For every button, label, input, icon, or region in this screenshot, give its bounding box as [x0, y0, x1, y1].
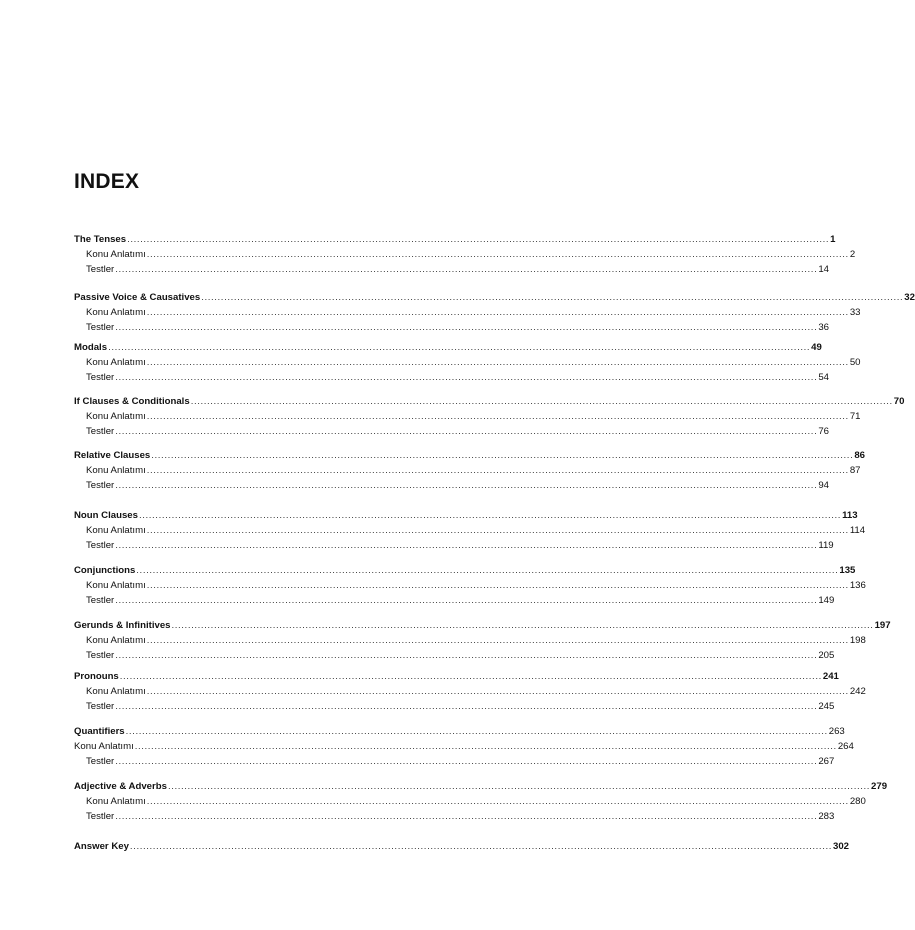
toc-entry-page: 113 [842, 510, 858, 521]
toc-entry-title: Pronouns [74, 671, 119, 682]
dot-leader: ....................................................................................................................................................................................................................... [115, 426, 818, 437]
page-title: INDEX [74, 170, 140, 193]
dot-leader: ....................................................................................................................................................................................................................... [108, 342, 811, 353]
toc-subentry-label: Konu Anlatımı [86, 525, 146, 536]
toc-subentry-page: 36 [818, 322, 830, 333]
toc-subentry-page: 14 [818, 264, 830, 275]
toc-subentry[interactable] [86, 356, 861, 370]
dot-leader: ....................................................................................................................................................................................................................... [167, 781, 871, 792]
dot-leader: ....................................................................................................................................................................................................................... [125, 726, 828, 737]
toc-subentry-label: Testler [86, 701, 115, 712]
toc-subentry-label: Konu Anlatımı [86, 249, 146, 260]
toc-subentry[interactable] [86, 755, 835, 769]
toc-entry-page: 135 [839, 565, 856, 576]
toc-subentry-label: Testler [86, 372, 115, 383]
toc-subentry-label: Testler [86, 264, 115, 275]
toc-entry-page: 197 [874, 620, 891, 631]
dot-leader: ....................................................................................................................................................................................................................... [134, 741, 837, 752]
toc-entry-title: Gerunds & Infinitives [74, 620, 171, 631]
toc-entry[interactable] [74, 291, 915, 305]
toc-entry-title: Adjective & Adverbs [74, 781, 167, 792]
toc-entry-page: 279 [871, 781, 888, 792]
toc-subentry[interactable] [86, 795, 866, 809]
toc-entry[interactable] [74, 509, 858, 523]
toc-subentry-page: 245 [818, 701, 835, 712]
toc-subentry[interactable] [86, 810, 835, 824]
toc-entry-title: If Clauses & Conditionals [74, 396, 190, 407]
toc-entry-page: 32 [904, 292, 915, 303]
toc-subentry-page: 283 [818, 811, 835, 822]
dot-leader: ....................................................................................................................................................................................................................... [115, 756, 818, 767]
dot-leader: ....................................................................................................................................................................................................................... [115, 264, 818, 275]
toc-subentry[interactable] [86, 649, 835, 663]
dot-leader: ....................................................................................................................................................................................................................... [151, 450, 854, 461]
toc-subentry-page: 87 [849, 465, 861, 476]
dot-leader: ....................................................................................................................................................................................................................... [146, 411, 849, 422]
dot-leader: ....................................................................................................................................................................................................................... [115, 811, 818, 822]
toc-entry-page: 263 [828, 726, 845, 737]
toc-entry[interactable] [74, 341, 822, 355]
dot-leader: ....................................................................................................................................................................................................................... [146, 635, 849, 646]
dot-leader: ....................................................................................................................................................................................................................... [136, 565, 839, 576]
toc-subentry-page: 149 [818, 595, 835, 606]
toc-subentry[interactable] [86, 371, 830, 385]
toc-subentry-label: Testler [86, 650, 115, 661]
dot-leader: ....................................................................................................................................................................................................................... [146, 525, 849, 536]
toc-subentry-label: Testler [86, 426, 115, 437]
toc-entry-title: Quantifiers [74, 726, 125, 737]
toc-subentry-page: 119 [818, 540, 834, 551]
toc-entry[interactable] [74, 395, 905, 409]
toc-entry[interactable] [74, 619, 891, 633]
dot-leader: ....................................................................................................................................................................................................................... [115, 595, 818, 606]
toc-subentry-page: 94 [818, 480, 830, 491]
dot-leader: ....................................................................................................................................................................................................................... [115, 701, 818, 712]
dot-leader: ....................................................................................................................................................................................................................... [146, 796, 849, 807]
toc-subentry[interactable] [86, 248, 856, 262]
toc-subentry[interactable] [86, 539, 834, 553]
toc-subentry[interactable] [86, 263, 830, 277]
dot-leader: ....................................................................................................................................................................................................................... [115, 480, 818, 491]
toc-subentry-label: Konu Anlatımı [86, 580, 146, 591]
toc-subentry-label: Testler [86, 540, 115, 551]
toc-entry-page: 70 [893, 396, 905, 407]
toc-subentry-label: Konu Anlatımı [86, 686, 146, 697]
toc-subentry[interactable] [74, 740, 854, 754]
toc-subentry[interactable] [86, 685, 866, 699]
dot-leader: ....................................................................................................................................................................................................................... [138, 510, 842, 521]
toc-subentry-page: 136 [849, 580, 866, 591]
toc-subentry-page: 280 [849, 796, 866, 807]
toc-entry-page: 1 [830, 234, 836, 245]
toc-entry[interactable] [74, 233, 836, 247]
toc-subentry-label: Konu Anlatımı [86, 357, 146, 368]
toc-entry-title: Relative Clauses [74, 450, 151, 461]
toc-subentry-page: 33 [849, 307, 861, 318]
dot-leader: ....................................................................................................................................................................................................................... [146, 357, 849, 368]
toc-subentry[interactable] [86, 306, 861, 320]
toc-subentry-page: 198 [849, 635, 866, 646]
dot-leader: ....................................................................................................................................................................................................................... [115, 372, 818, 383]
toc-subentry[interactable] [86, 321, 830, 335]
toc-subentry[interactable] [86, 410, 861, 424]
toc-subentry[interactable] [86, 700, 835, 714]
dot-leader: ....................................................................................................................................................................................................................... [146, 249, 849, 260]
toc-entry-title: Passive Voice & Causatives [74, 292, 201, 303]
dot-leader: ....................................................................................................................................................................................................................... [146, 307, 849, 318]
toc-subentry-page: 267 [818, 756, 835, 767]
toc-subentry[interactable] [86, 464, 861, 478]
toc-entry[interactable] [74, 780, 888, 794]
dot-leader: ....................................................................................................................................................................................................................... [129, 841, 832, 852]
dot-leader: ....................................................................................................................................................................................................................... [201, 292, 904, 303]
dot-leader: ....................................................................................................................................................................................................................... [115, 650, 818, 661]
toc-subentry-page: 242 [849, 686, 866, 697]
toc-subentry-label: Konu Anlatımı [86, 796, 146, 807]
toc-subentry-page: 264 [837, 741, 854, 752]
toc-subentry-label: Testler [86, 811, 115, 822]
toc-subentry-label: Konu Anlatımı [86, 465, 146, 476]
toc-subentry-label: Testler [86, 595, 115, 606]
toc-entry[interactable] [74, 725, 845, 739]
dot-leader: ....................................................................................................................................................................................................................... [171, 620, 874, 631]
toc-subentry[interactable] [86, 634, 866, 648]
toc-subentry-page: 205 [818, 650, 835, 661]
toc-subentry-page: 76 [818, 426, 830, 437]
toc-subentry-label: Konu Anlatımı [74, 741, 134, 752]
dot-leader: ....................................................................................................................................................................................................................... [146, 465, 849, 476]
toc-subentry[interactable] [86, 479, 830, 493]
toc-entry-page: 241 [822, 671, 839, 682]
toc-subentry[interactable] [86, 579, 866, 593]
toc-entry[interactable] [74, 564, 856, 578]
toc-entry[interactable] [74, 840, 850, 854]
toc-entry-page: 49 [811, 342, 822, 353]
toc-subentry-label: Konu Anlatımı [86, 411, 146, 422]
toc-entry-title: Noun Clauses [74, 510, 138, 521]
toc-subentry-label: Testler [86, 322, 115, 333]
toc-entry-title: Answer Key [74, 841, 129, 852]
toc-entry-page: 302 [833, 841, 850, 852]
toc-subentry[interactable] [86, 594, 835, 608]
dot-leader: ....................................................................................................................................................................................................................... [190, 396, 893, 407]
toc-subentry-label: Testler [86, 480, 115, 491]
toc-subentry-page: 71 [849, 411, 861, 422]
dot-leader: ....................................................................................................................................................................................................................... [146, 580, 849, 591]
toc-subentry-page: 2 [849, 249, 856, 260]
toc-subentry-label: Konu Anlatımı [86, 307, 146, 318]
toc-subentry-page: 54 [818, 372, 830, 383]
toc-entry-title: The Tenses [74, 234, 127, 245]
dot-leader: ....................................................................................................................................................................................................................... [115, 540, 818, 551]
toc-entry[interactable] [74, 670, 839, 684]
toc-entry-title: Conjunctions [74, 565, 136, 576]
toc-subentry[interactable] [86, 425, 830, 439]
dot-leader: ....................................................................................................................................................................................................................... [115, 322, 818, 333]
toc-subentry[interactable] [86, 524, 866, 538]
toc-entry-title: Modals [74, 342, 108, 353]
toc-subentry-page: 50 [849, 357, 861, 368]
dot-leader: ....................................................................................................................................................................................................................... [119, 671, 822, 682]
toc-subentry-page: 114 [849, 525, 866, 536]
dot-leader: ....................................................................................................................................................................................................................... [127, 234, 830, 245]
toc-subentry-label: Konu Anlatımı [86, 635, 146, 646]
toc-subentry-label: Testler [86, 756, 115, 767]
toc-entry[interactable] [74, 449, 866, 463]
dot-leader: ....................................................................................................................................................................................................................... [146, 686, 849, 697]
toc-entry-page: 86 [854, 450, 866, 461]
